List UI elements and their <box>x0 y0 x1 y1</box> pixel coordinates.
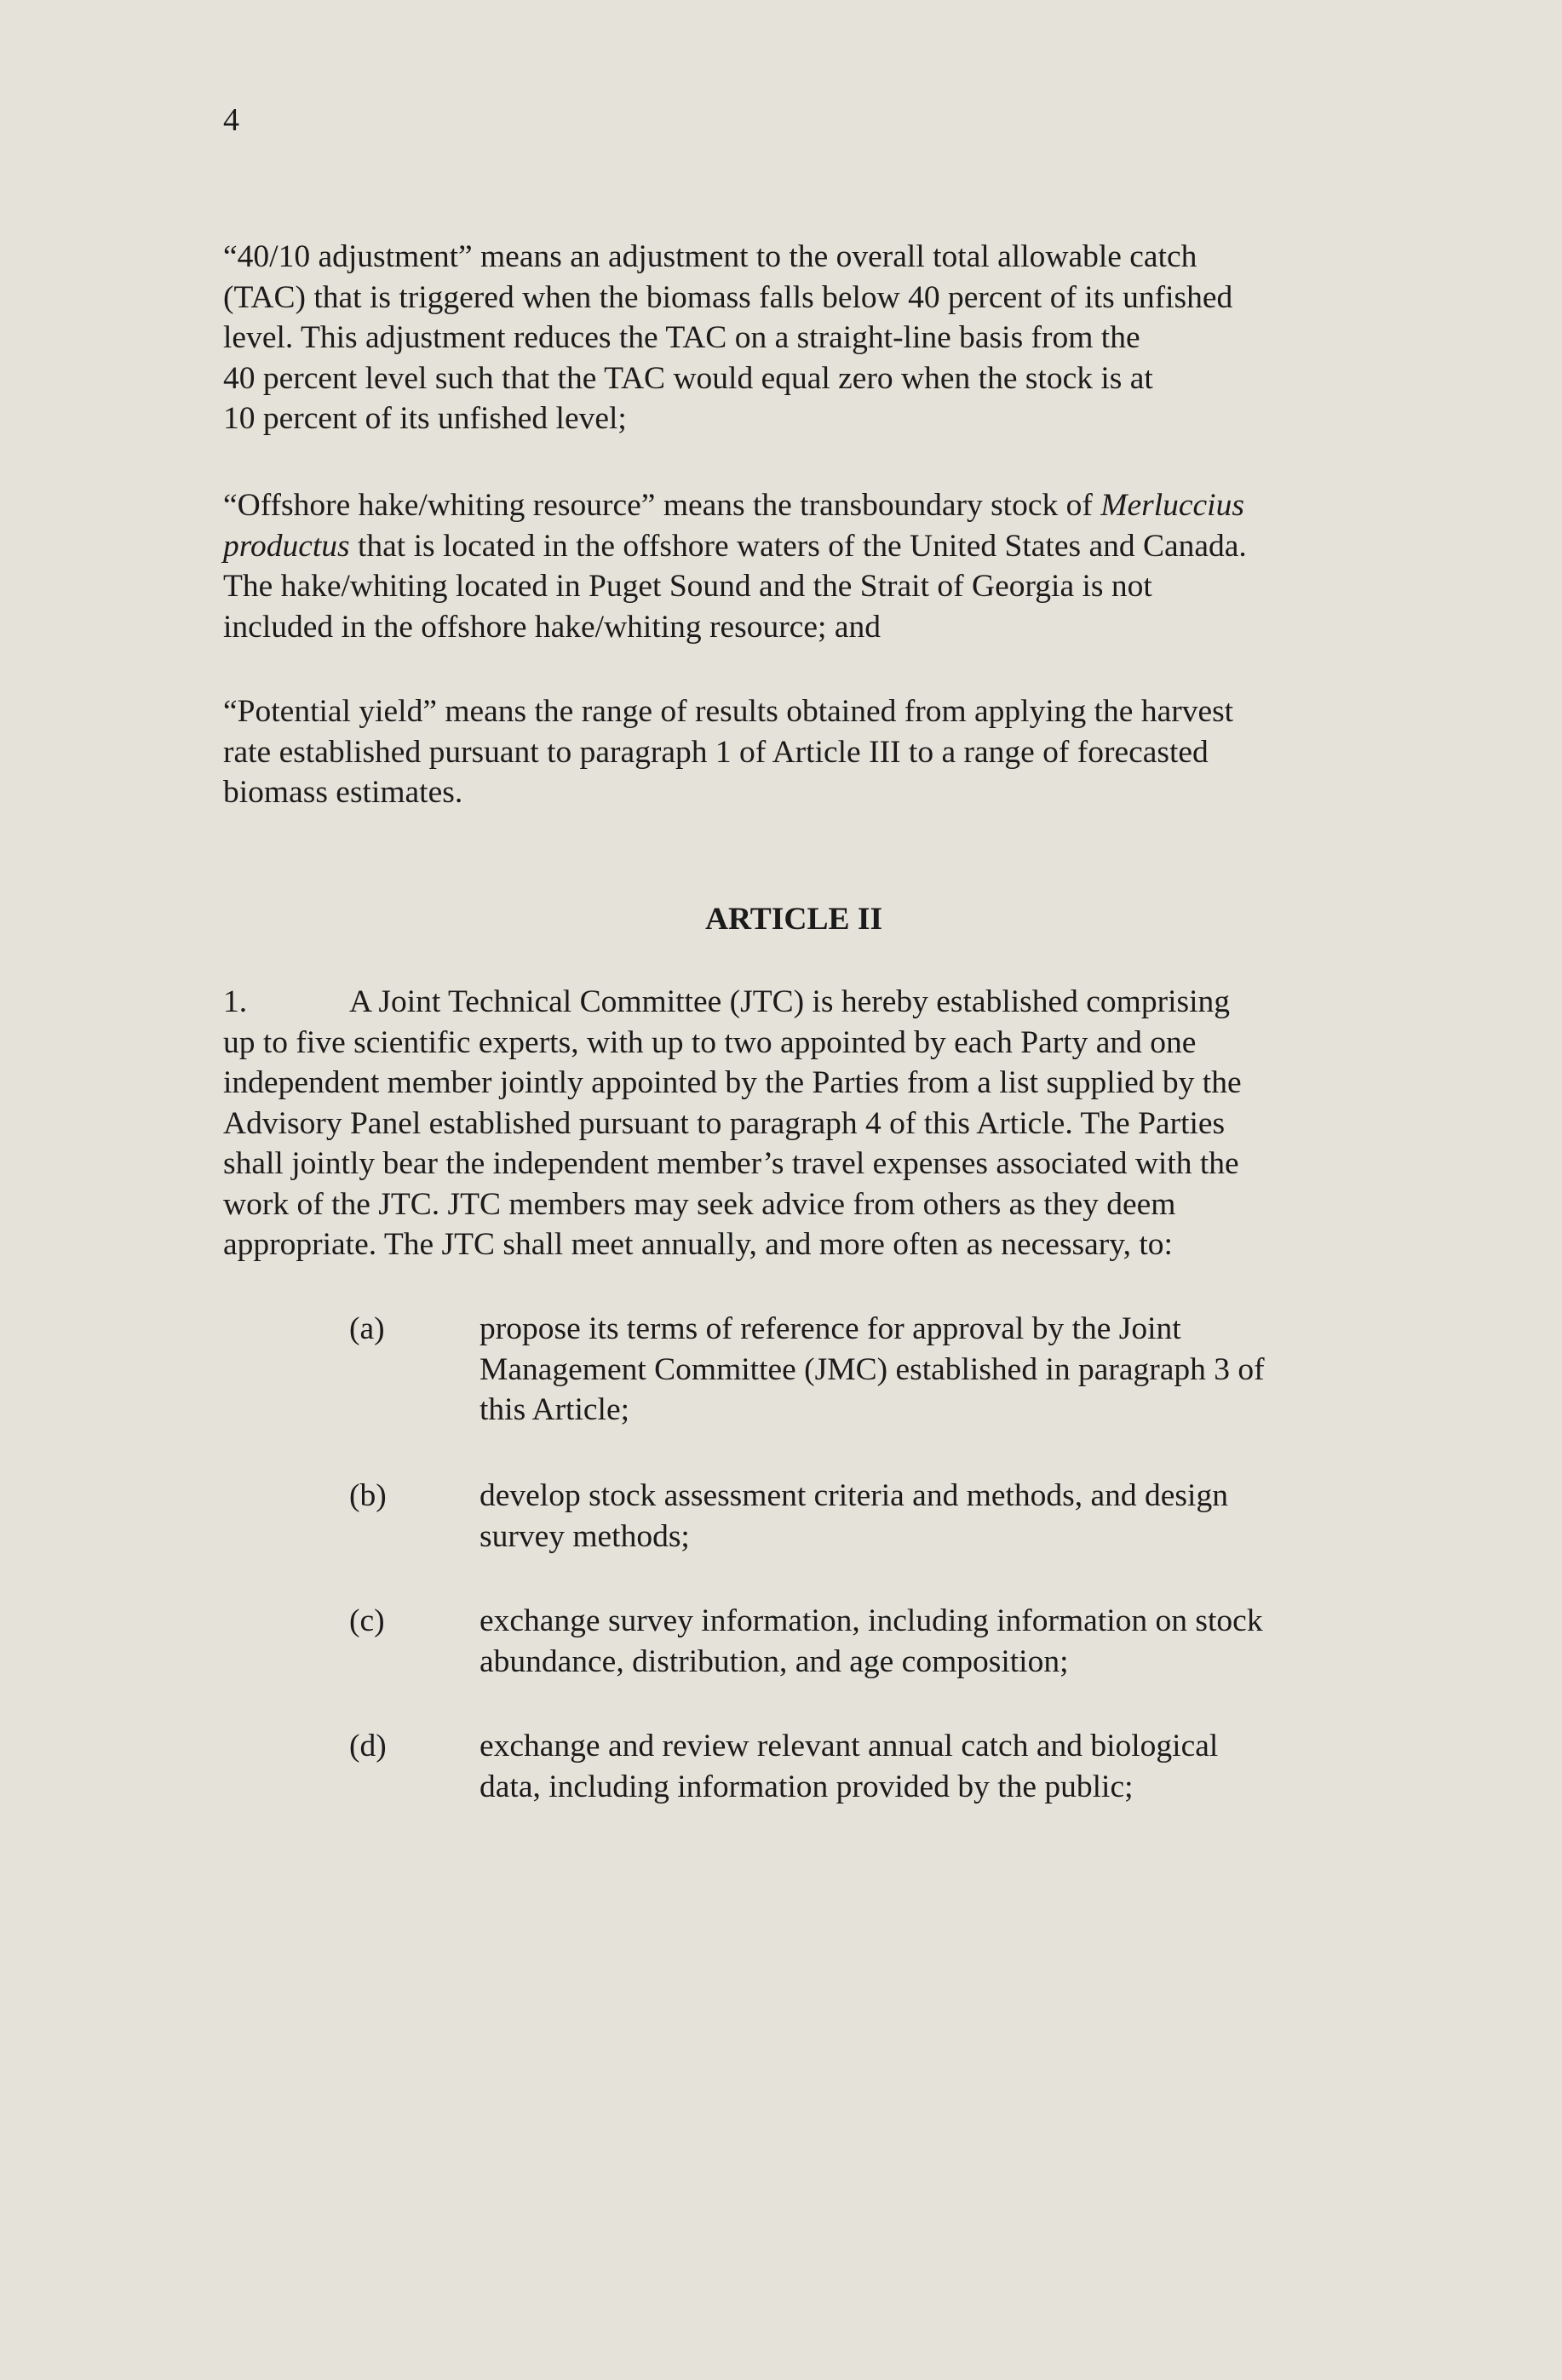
text-line: (TAC) that is triggered when the biomass falls below 40 percent of its unfished <box>223 279 1233 315</box>
text-segment: “Offshore hake/whiting resource” means the transboundary stock of <box>223 488 1101 523</box>
text-line: Management Committee (JMC) established in paragraph 3 of <box>480 1351 1265 1387</box>
text-line: work of the JTC. JTC members may seek advice from others as they deem <box>223 1186 1176 1222</box>
definition-40-10-adjustment <box>223 237 1416 439</box>
item-label: (d) <box>349 1729 387 1763</box>
text-line <box>223 982 1416 1023</box>
text-line: rate established pursuant to paragraph 1 of Article III to a range of forecasted <box>223 734 1209 770</box>
text-segment: that is located in the offshore waters of the United States and Canada. <box>349 528 1247 564</box>
item-label: (b) <box>349 1478 387 1513</box>
text-line: exchange and review relevant annual catch and biological <box>480 1729 1219 1763</box>
text-segment: A Joint Technical Committee (JTC) is hereby established comprising <box>349 984 1230 1019</box>
text-line: level. This adjustment reduces the TAC on a straight-line basis from the <box>223 320 1140 355</box>
text-line: biomass estimates. <box>223 775 463 810</box>
item-label: (a) <box>349 1311 385 1346</box>
text-line: included in the offshore hake/whiting resource; and <box>223 609 881 645</box>
item-body <box>480 1601 1263 1682</box>
item-label: (c) <box>349 1603 385 1638</box>
text-line: appropriate. The JTC shall meet annually, and more often as necessary, to: <box>223 1227 1173 1262</box>
text-line: survey methods; <box>480 1518 690 1554</box>
text-line <box>223 485 1416 526</box>
text-line: “40/10 adjustment” means an adjustment to the overall total allowable catch <box>223 239 1197 274</box>
text-line: data, including information provided by the public; <box>480 1769 1134 1804</box>
text-line: “Potential yield” means the range of results obtained from applying the harvest <box>223 694 1234 729</box>
text-line: develop stock assessment criteria and methods, and design <box>480 1478 1228 1513</box>
species-name-italic: productus <box>223 528 350 564</box>
text-line: up to five scientific experts, with up to two appointed by each Party and one <box>223 1024 1197 1060</box>
paragraph-number: 1. <box>223 984 248 1019</box>
text-line: 40 percent level such that the TAC would equal zero when the stock is at <box>223 360 1153 396</box>
text-line: exchange survey information, including information on stock <box>480 1603 1263 1638</box>
item-body <box>480 1476 1228 1557</box>
text-line: shall jointly bear the independent member’s travel expenses associated with the <box>223 1146 1239 1181</box>
page-number: 4 <box>223 102 239 138</box>
text-line <box>223 526 1416 567</box>
text-line: independent member jointly appointed by the Parties from a list supplied by the <box>223 1065 1242 1100</box>
article-paragraph-1 <box>223 982 1416 1265</box>
definition-offshore-hake-whiting-resource <box>223 485 1416 647</box>
species-name-italic: Merluccius <box>1100 488 1244 523</box>
text-line: abundance, distribution, and age composition; <box>480 1643 1069 1679</box>
text-line: Advisory Panel established pursuant to paragraph 4 of this Article. The Parties <box>223 1105 1226 1141</box>
text-line: 10 percent of its unfished level; <box>223 401 627 436</box>
text-line: this Article; <box>480 1392 630 1427</box>
item-body <box>480 1309 1265 1431</box>
text-line: The hake/whiting located in Puget Sound and the Strait of Georgia is not <box>223 569 1152 604</box>
item-body <box>480 1726 1218 1807</box>
definition-potential-yield <box>223 691 1416 813</box>
article-heading: ARTICLE II <box>704 902 883 937</box>
text-line: propose its terms of reference for approval by the Joint <box>480 1311 1181 1346</box>
